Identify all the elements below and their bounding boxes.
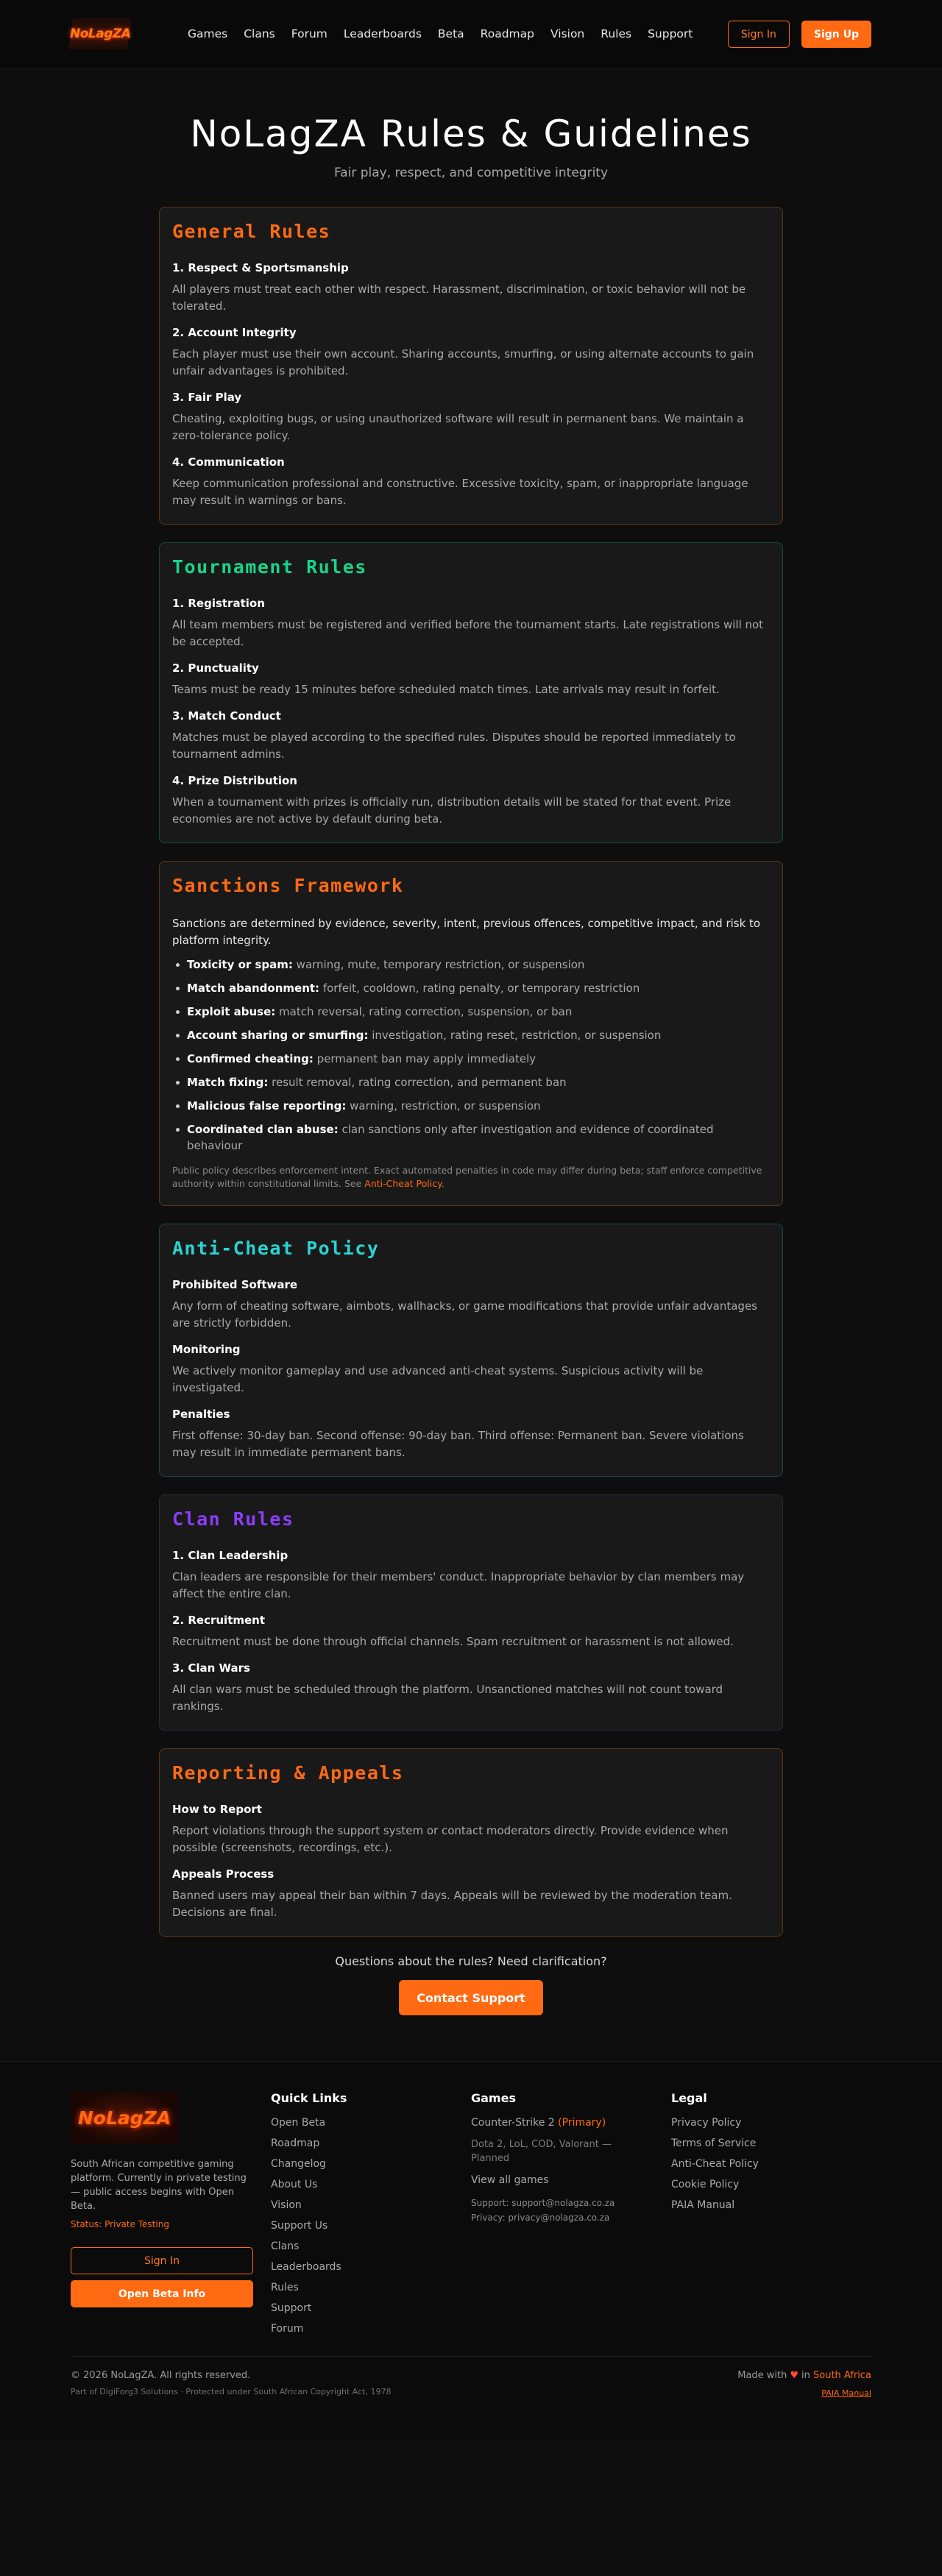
rule-heading: Monitoring bbox=[172, 1343, 241, 1356]
rule-text: Matches must be played according to the specified rules. Disputes should be reported immediately to tournament admins. bbox=[172, 731, 736, 761]
sign-up-button[interactable]: Sign Up bbox=[801, 21, 871, 48]
nav-link-rules[interactable]: Rules bbox=[601, 27, 632, 40]
nav-link-beta[interactable]: Beta bbox=[437, 27, 464, 40]
footer-link-clans[interactable]: Clans bbox=[271, 2240, 300, 2252]
made-with-text: Made with bbox=[737, 2370, 787, 2381]
footer-link-open-beta[interactable]: Open Beta bbox=[271, 2117, 326, 2129]
list-item bbox=[172, 1074, 770, 1090]
rule-heading: Penalties bbox=[172, 1408, 230, 1421]
rule-heading: Prohibited Software bbox=[172, 1278, 298, 1291]
rule-heading: 3. Clan Wars bbox=[172, 1661, 250, 1675]
note-end: . bbox=[441, 1178, 445, 1189]
rule-text: Each player must use their own account. Sharing accounts, smurfing, or using alternate accounts to gain unfair advantages is prohibited. bbox=[172, 347, 754, 377]
legal-title: Legal bbox=[671, 2091, 707, 2105]
sanctions-list bbox=[172, 957, 770, 1154]
game-primary[interactable] bbox=[471, 2117, 671, 2129]
rule-text: First offense: 30-day ban. Second offense: 90-day ban. Third offense: Permanent ban. Severe violations may result in immediate permanent bans. bbox=[172, 1429, 744, 1459]
contact-cta bbox=[159, 1954, 783, 2015]
rule-text: We actively monitor gameplay and use advanced anti-cheat systems. Suspicious activity will be investigated. bbox=[172, 1364, 704, 1394]
open-beta-info-button[interactable]: Open Beta Info bbox=[71, 2280, 253, 2307]
nav-logo-text: NoLagZA bbox=[69, 26, 131, 41]
rule-heading: 1. Registration bbox=[172, 597, 265, 610]
footer-logo-text: NoLagZA bbox=[77, 2107, 171, 2129]
tournament-rules-title: Tournament Rules bbox=[172, 556, 367, 578]
rule-text: Banned users may appeal their ban within 7 days. Appeals will be reviewed by the moderation team. Decisions are final. bbox=[172, 1889, 732, 1919]
games-title: Games bbox=[471, 2091, 516, 2105]
anti-cheat-card bbox=[159, 1224, 783, 1477]
list-item bbox=[172, 1051, 770, 1067]
reporting-title: Reporting & Appeals bbox=[172, 1762, 404, 1784]
sanction-text: result removal, rating correction, and permanent ban bbox=[268, 1076, 567, 1089]
sanction-text: warning, restriction, or suspension bbox=[346, 1099, 541, 1113]
game-planned: Dota 2, LoL, COD, Valorant — Planned bbox=[471, 2139, 612, 2164]
footer-link-rules[interactable]: Rules bbox=[271, 2282, 299, 2293]
sanction-text: warning, mute, temporary restriction, or suspension bbox=[292, 958, 585, 971]
page-subtitle: Fair play, respect, and competitive integrity bbox=[333, 166, 609, 180]
copyright: © 2026 NoLagZA. All rights reserved. bbox=[71, 2370, 251, 2381]
rule-text: All players must treat each other with respect. Harassment, discrimination, or toxic behavior will not be tolerated. bbox=[172, 283, 746, 313]
rule-text: Report violations through the support system or contact moderators directly. Provide evidence when possible (screenshots, recordings, etc.). bbox=[172, 1824, 729, 1854]
list-item bbox=[172, 1027, 770, 1043]
status-badge: Status: Private Testing bbox=[71, 2219, 169, 2229]
rule-heading: 2. Recruitment bbox=[172, 1614, 266, 1627]
nav-link-roadmap[interactable]: Roadmap bbox=[480, 27, 534, 40]
footer-bottom bbox=[71, 2356, 871, 2398]
nav-link-support[interactable]: Support bbox=[648, 27, 693, 40]
rule-heading: 3. Match Conduct bbox=[172, 709, 281, 723]
sanction-text: investigation, rating reset, restriction, or suspension bbox=[368, 1029, 662, 1042]
nav-links bbox=[188, 27, 693, 40]
nav-logo[interactable] bbox=[68, 18, 132, 49]
game-primary-name: Counter-Strike 2 bbox=[471, 2117, 555, 2129]
contact-support-button[interactable]: Contact Support bbox=[399, 1980, 543, 2015]
quick-links-title: Quick Links bbox=[271, 2091, 347, 2105]
sanctions-title: Sanctions Framework bbox=[172, 875, 404, 896]
sanction-label: Confirmed cheating: bbox=[187, 1052, 314, 1065]
footer-description: South African competitive gaming platform. Currently in private testing — public access begins with Open Beta. bbox=[71, 2159, 247, 2212]
rule-heading: 4. Communication bbox=[172, 455, 285, 469]
footer-logo[interactable] bbox=[71, 2091, 178, 2144]
sanction-label: Coordinated clan abuse: bbox=[187, 1123, 339, 1136]
paia-manual-link[interactable]: PAIA Manual bbox=[821, 2388, 871, 2398]
hero bbox=[0, 68, 942, 180]
list-item bbox=[172, 957, 770, 973]
sanction-text: match reversal, rating correction, suspension, or ban bbox=[275, 1005, 573, 1018]
rule-heading: 4. Prize Distribution bbox=[172, 774, 297, 787]
support-email[interactable]: Support: support@nolagza.co.za bbox=[471, 2198, 615, 2208]
heart-icon: ♥ bbox=[790, 2370, 798, 2381]
privacy-email[interactable]: Privacy: privacy@nolagza.co.za bbox=[471, 2213, 610, 2223]
nav-link-clans[interactable]: Clans bbox=[244, 27, 275, 40]
reporting-card bbox=[159, 1748, 783, 1937]
nav-link-leaderboards[interactable]: Leaderboards bbox=[343, 27, 422, 40]
general-rules-card bbox=[159, 207, 783, 525]
footer-games bbox=[471, 2091, 671, 2343]
sanction-label: Toxicity or spam: bbox=[187, 958, 293, 971]
cta-question: Questions about the rules? Need clarification? bbox=[335, 1954, 607, 1968]
footer-link-roadmap[interactable]: Roadmap bbox=[271, 2137, 320, 2149]
sanctions-note bbox=[172, 1164, 770, 1191]
anti-cheat-title: Anti-Cheat Policy bbox=[172, 1238, 380, 1259]
footer-sign-in-button[interactable]: Sign In bbox=[71, 2247, 253, 2274]
footer-link-leaderboards[interactable]: Leaderboards bbox=[271, 2261, 341, 2273]
country-text: South Africa bbox=[813, 2370, 871, 2381]
footer-link-terms[interactable]: Terms of Service bbox=[671, 2137, 757, 2149]
footer-link-vision[interactable]: Vision bbox=[271, 2199, 302, 2211]
sanction-label: Malicious false reporting: bbox=[187, 1099, 347, 1113]
rule-text: Clan leaders are responsible for their members' conduct. Inappropriate behavior by clan members may affect the entire clan. bbox=[172, 1570, 745, 1600]
footer-link-cookie-policy[interactable]: Cookie Policy bbox=[671, 2179, 740, 2190]
sanction-label: Match abandonment: bbox=[187, 982, 320, 995]
general-rules-title: General Rules bbox=[172, 221, 331, 242]
list-item bbox=[172, 1098, 770, 1114]
clan-rules-card bbox=[159, 1494, 783, 1731]
footer-link-about-us[interactable]: About Us bbox=[271, 2179, 318, 2190]
sanction-label: Account sharing or smurfing: bbox=[187, 1029, 369, 1042]
rule-text: When a tournament with prizes is officially run, distribution details will be stated for that event. Prize economies are not active by default during beta. bbox=[172, 795, 732, 826]
rule-text: Keep communication professional and constructive. Excessive toxicity, spam, or inappropriate language may result in warnings or bans. bbox=[172, 477, 748, 507]
sanction-text: forfeit, cooldown, rating penalty, or temporary restriction bbox=[319, 982, 640, 995]
sanctions-intro: Sanctions are determined by evidence, severity, intent, previous offences, competitive impact, and risk to platform integrity. bbox=[172, 917, 761, 947]
rules-container bbox=[159, 207, 783, 2015]
nav-link-games[interactable]: Games bbox=[188, 27, 228, 40]
footer-link-forum[interactable]: Forum bbox=[271, 2323, 304, 2335]
rule-text: Cheating, exploiting bugs, or using unauthorized software will result in permanent bans. We maintain a zero-tolerance policy. bbox=[172, 412, 744, 442]
rule-heading: 2. Account Integrity bbox=[172, 326, 297, 339]
footer-link-privacy-policy[interactable]: Privacy Policy bbox=[671, 2117, 742, 2129]
footer-brand bbox=[71, 2091, 271, 2343]
made-in-text: in bbox=[801, 2370, 810, 2381]
footer-link-anti-cheat[interactable]: Anti-Cheat Policy bbox=[671, 2158, 759, 2170]
sanctions-card bbox=[159, 861, 783, 1206]
rule-heading: 1. Respect & Sportsmanship bbox=[172, 261, 349, 274]
rule-heading: 1. Clan Leadership bbox=[172, 1549, 288, 1562]
company-note: Part of DigiForg3 Solutions · Protected under South African Copyright Act, 1978 bbox=[71, 2387, 392, 2396]
rule-text: Recruitment must be done through official channels. Spam recruitment or harassment is not allowed. bbox=[172, 1635, 734, 1648]
list-item bbox=[172, 1004, 770, 1020]
made-with bbox=[737, 2370, 871, 2381]
sanction-text: permanent ban may apply immediately bbox=[313, 1052, 536, 1065]
rule-heading: Appeals Process bbox=[172, 1867, 275, 1881]
footer-link-changelog[interactable]: Changelog bbox=[271, 2158, 326, 2170]
footer-legal bbox=[671, 2091, 871, 2343]
rule-text: Teams must be ready 15 minutes before scheduled match times. Late arrivals may result in forfeit. bbox=[172, 683, 720, 696]
sanction-label: Exploit abuse: bbox=[187, 1005, 276, 1018]
anti-cheat-policy-link[interactable]: Anti-Cheat Policy bbox=[364, 1178, 442, 1189]
nav-link-vision[interactable]: Vision bbox=[550, 27, 585, 40]
rule-text: All clan wars must be scheduled through the platform. Unsanctioned matches will not count toward rankings. bbox=[172, 1683, 723, 1713]
footer-link-support-us[interactable]: Support Us bbox=[271, 2220, 328, 2232]
view-all-games-link[interactable]: View all games bbox=[471, 2174, 549, 2186]
primary-tag: (Primary) bbox=[558, 2117, 606, 2129]
note-text: Public policy describes enforcement intent. Exact automated penalties in code may differ during beta; staff enforce competitive authority within constitutional limits. See bbox=[172, 1165, 762, 1189]
nav-link-forum[interactable]: Forum bbox=[291, 27, 327, 40]
list-item bbox=[172, 1121, 770, 1154]
sign-in-button[interactable]: Sign In bbox=[728, 21, 790, 48]
rule-text: All team members must be registered and verified before the tournament starts. Late registrations will not be accepted. bbox=[172, 618, 764, 648]
top-nav bbox=[0, 0, 942, 68]
rule-heading: 3. Fair Play bbox=[172, 391, 242, 404]
rule-text: Any form of cheating software, aimbots, wallhacks, or game modifications that provide unfair advantages are strictly forbidden. bbox=[172, 1299, 757, 1330]
page-title: NoLagZA Rules & Guidelines bbox=[190, 113, 752, 155]
rule-heading: 2. Punctuality bbox=[172, 661, 259, 675]
sanction-label: Match fixing: bbox=[187, 1076, 269, 1089]
rule-heading: How to Report bbox=[172, 1803, 262, 1816]
footer-link-paia[interactable]: PAIA Manual bbox=[671, 2199, 735, 2211]
footer bbox=[0, 2061, 942, 2441]
nav-actions bbox=[728, 21, 871, 48]
list-item bbox=[172, 980, 770, 996]
clan-rules-title: Clan Rules bbox=[172, 1508, 294, 1530]
sanction-text: clan sanctions only after investigation and evidence of coordinated behaviour bbox=[187, 1123, 714, 1152]
footer-quick-links bbox=[271, 2091, 471, 2343]
footer-link-support[interactable]: Support bbox=[271, 2302, 312, 2314]
tournament-rules-card bbox=[159, 542, 783, 843]
